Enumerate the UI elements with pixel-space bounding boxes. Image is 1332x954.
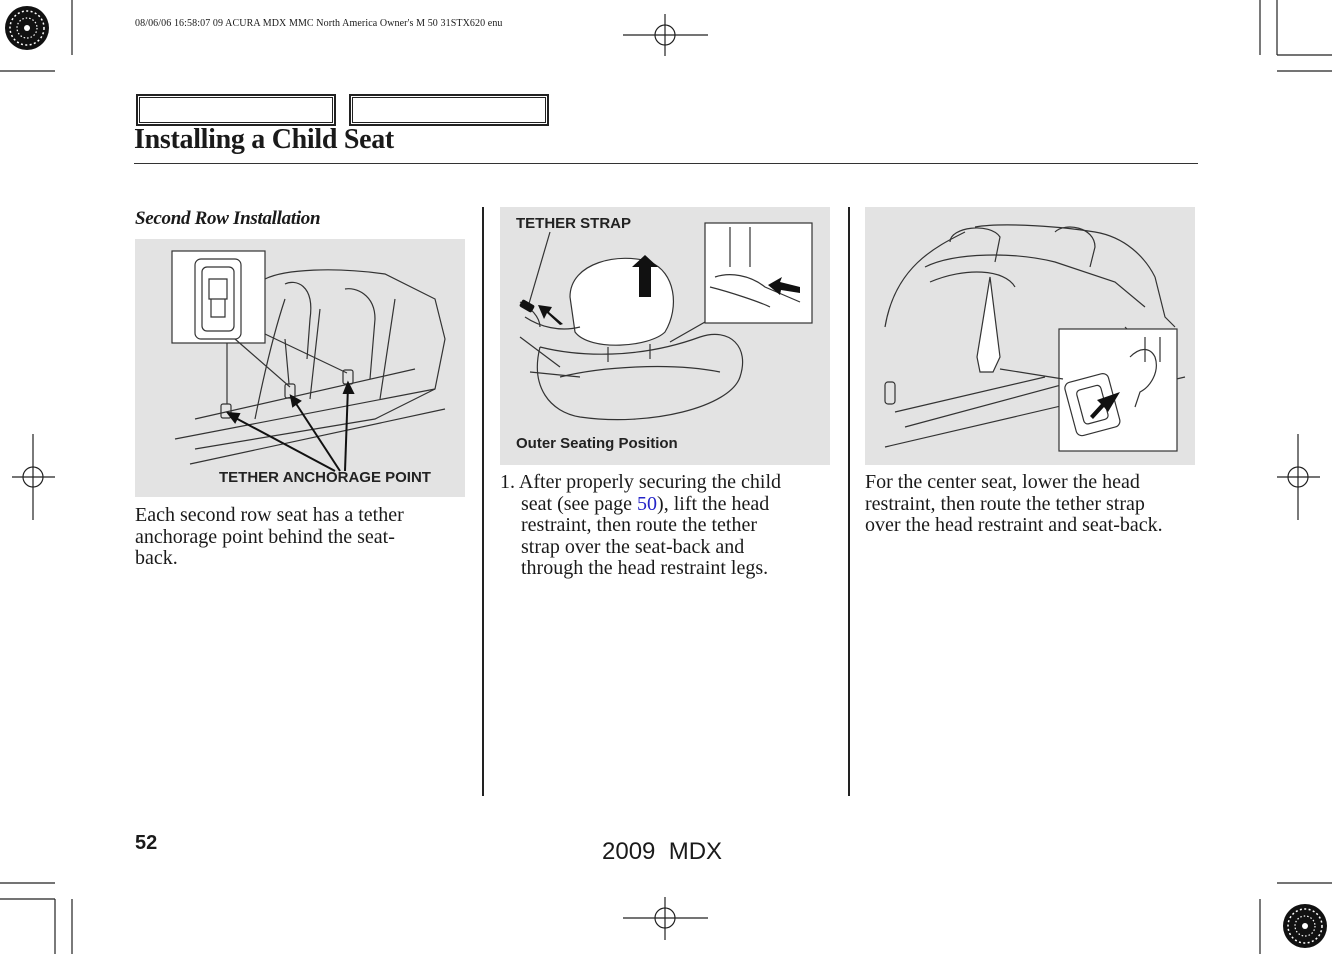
text-line: over the head restraint and seat-back.: [865, 514, 1163, 536]
page-number: 52: [135, 832, 158, 854]
text-line: [500, 494, 840, 516]
figure-tether-strap: [500, 207, 830, 465]
figure-tether-anchorage: [135, 239, 465, 497]
text-line: restraint, then route the tether strap: [865, 492, 1145, 515]
title-rule: [134, 163, 1198, 164]
center-seat-illustration: [865, 207, 1195, 465]
text-line: strap over the seat-back and: [521, 535, 745, 558]
text-line: Each second row seat has a tether: [135, 504, 404, 526]
nav-tab-box-1[interactable]: [136, 94, 336, 126]
page-title: Installing a Child Seat: [134, 124, 394, 155]
col1-paragraph: [135, 505, 470, 570]
page-link[interactable]: 50: [637, 492, 658, 515]
print-header: 08/06/06 16:58:07 09 ACURA MDX MMC North America Owner's M 50 31STX620 enu: [135, 18, 503, 29]
step-number: 1.: [500, 471, 515, 493]
col3-paragraph: [865, 472, 1205, 537]
text-line: restraint, then route the tether: [521, 514, 758, 536]
text-line: back.: [135, 547, 178, 569]
figure-label-outer-seating: Outer Seating Position: [516, 435, 678, 452]
step-text: ), lift the head: [657, 492, 770, 515]
head-restraint-illustration: [500, 207, 830, 465]
nav-tab-box-2[interactable]: [349, 94, 549, 126]
text-line: For the center seat, lower the head: [865, 471, 1140, 493]
step-text: After properly securing the child: [518, 471, 782, 493]
figure-label-tether-anchorage: TETHER ANCHORAGE POINT: [219, 469, 431, 486]
section-subheading: Second Row Installation: [135, 208, 321, 229]
footer-model: 2009 MDX: [602, 838, 723, 865]
text-line: anchorage point behind the seat-: [135, 525, 395, 548]
step-text: seat (see page: [521, 492, 638, 515]
seat-back-illustration: [135, 239, 465, 497]
figure-label-tether-strap: TETHER STRAP: [516, 215, 632, 232]
column-divider-2: [848, 207, 850, 796]
text-line: through the head restraint legs.: [521, 557, 769, 579]
col2-step-1: [500, 472, 840, 580]
column-divider-1: [482, 207, 484, 796]
text-line: [500, 472, 840, 494]
figure-center-seat: [865, 207, 1195, 465]
